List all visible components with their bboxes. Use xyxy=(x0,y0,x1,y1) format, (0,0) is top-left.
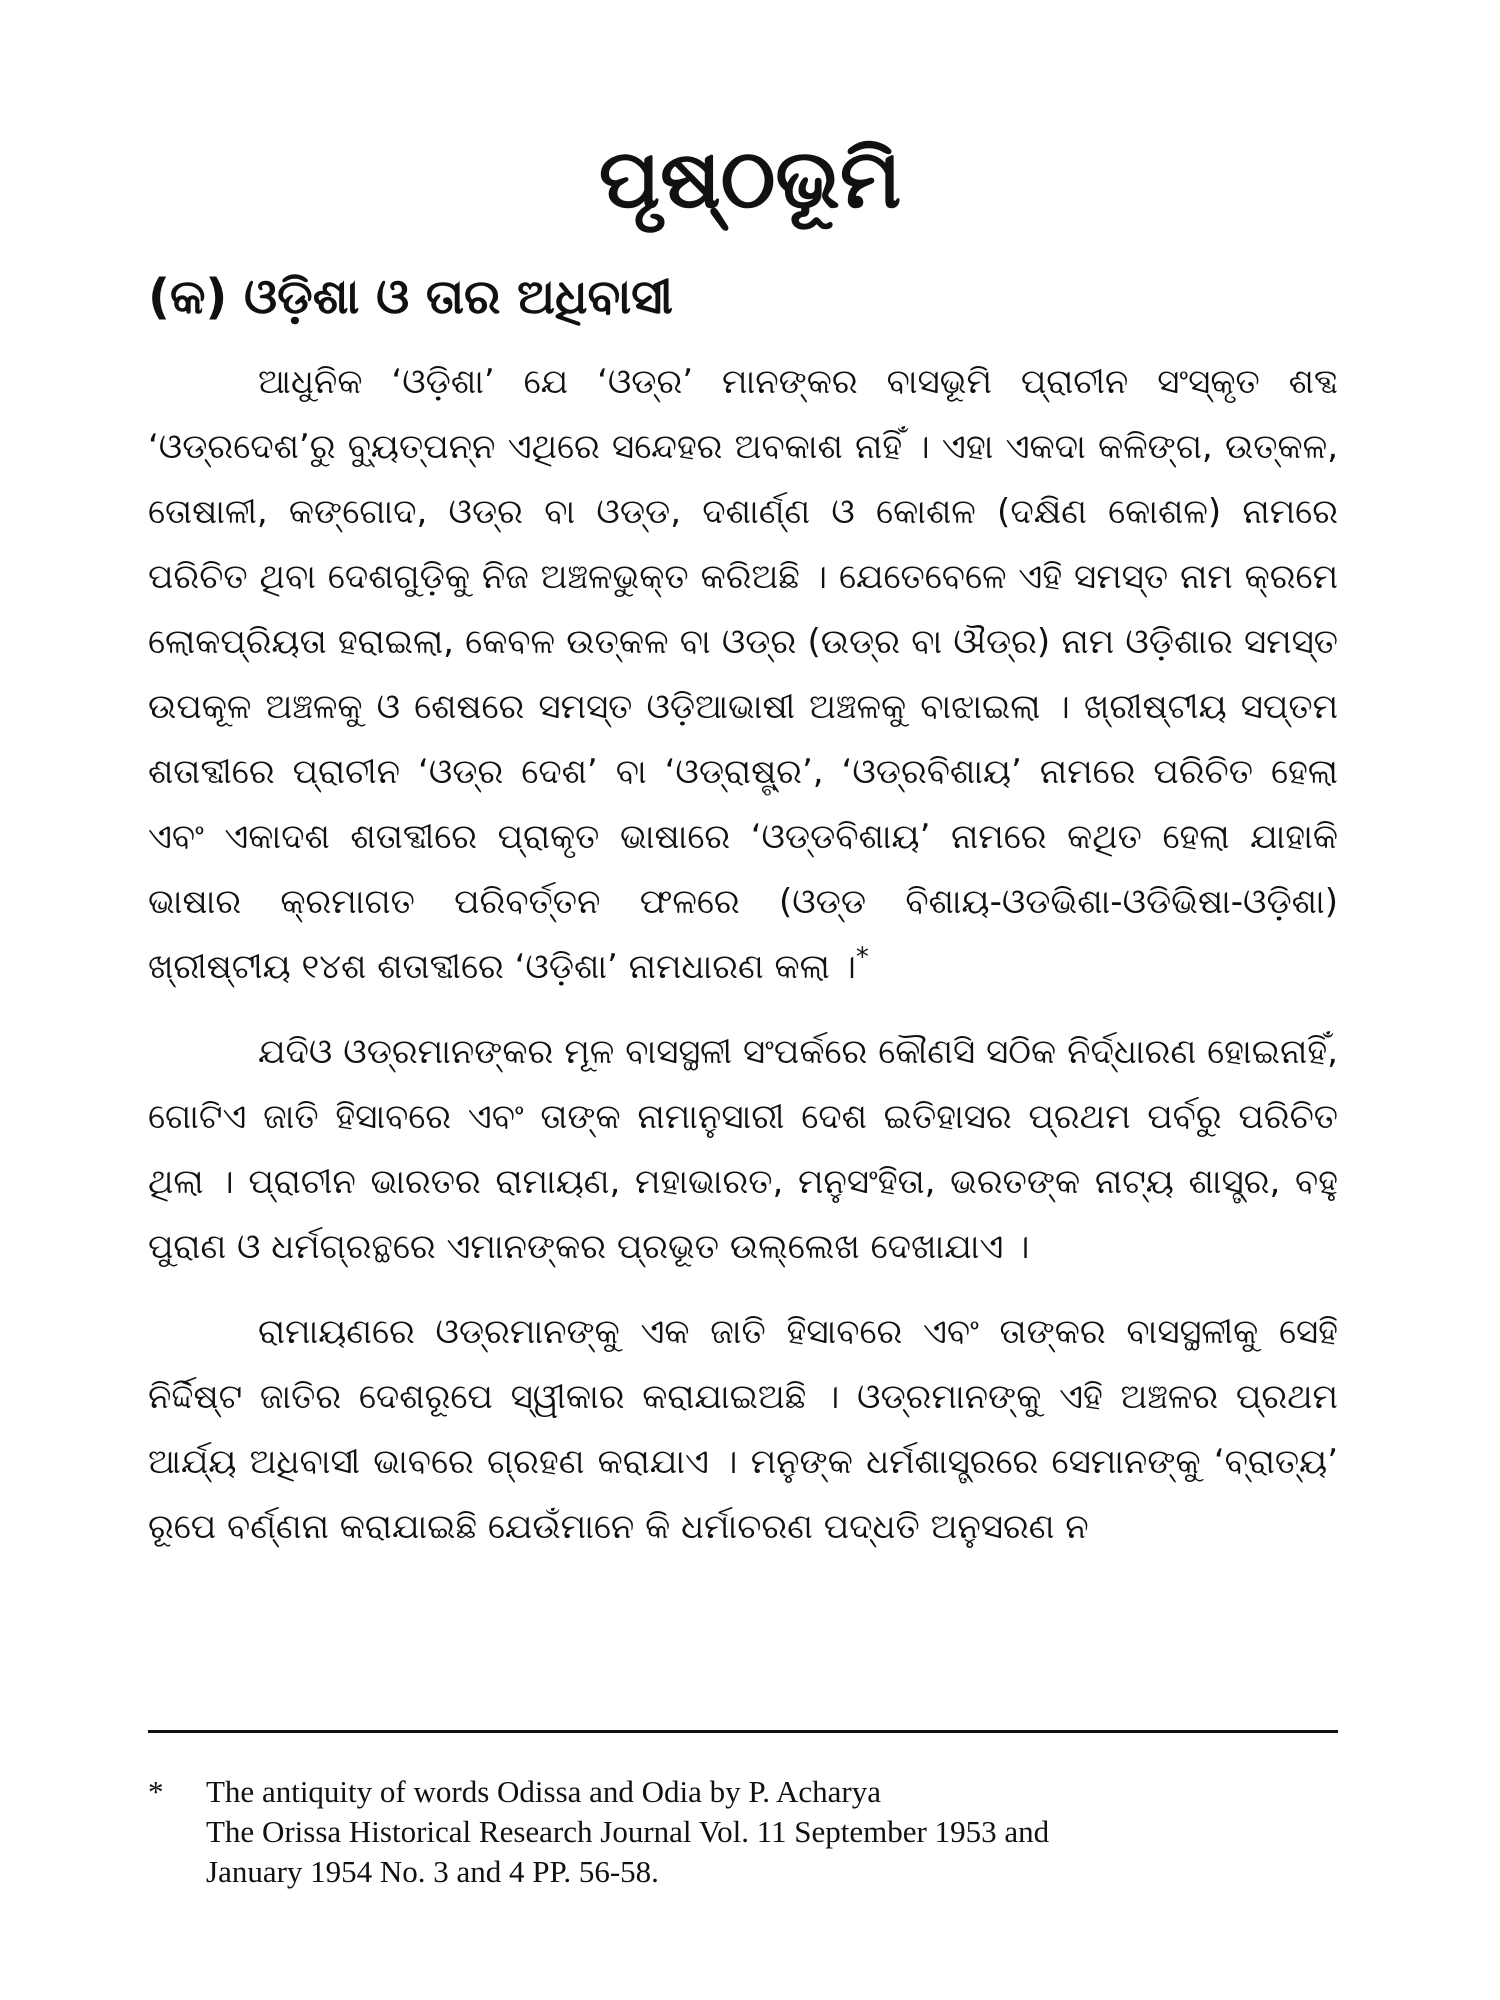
footnote-divider xyxy=(148,1730,1338,1733)
footnote-line-2: The Orissa Historical Research Journal Vol. 11 September 1953 and xyxy=(206,1814,1050,1849)
footnote-citation xyxy=(206,1772,1338,1892)
footnote-line-1: The antiquity of words Odissa and Odia by P. Acharya xyxy=(206,1774,881,1809)
footnote-symbol: * xyxy=(148,1774,164,1809)
footnote-line-3: January 1954 No. 3 and 4 PP. 56-58. xyxy=(206,1854,659,1889)
paragraph-3-text: ରାମାୟଣରେ ଓଡ୍ରମାନଙ୍କୁ ଏକ ଜାତି ହିସାବରେ ଏବଂ ତାଙ୍କର ବାସସ୍ଥଳୀକୁ ସେହି ନିର୍ଦ୍ଦିଷ୍ଟ ଜାତିର ଦେଶରୂପେ ସ୍ୱୀକାର କରାଯାଇଅଛି । ଓଡ୍ରମାନଙ୍କୁ ଏହି ଅଞ୍ଚଳର ପ୍ରଥମ ଆର୍ଯ୍ୟ ଅଧିବାସୀ ଭାବରେ ଗ୍ରହଣ କରାଯାଏ । ମନୁଙ୍କ ଧର୍ମଶାସ୍ତ୍ରରେ ସେମାନଙ୍କୁ ‘ବ୍ରାତ୍ୟ’ ରୂପେ ବର୍ଣ୍ଣନା କରାଯାଇଛି ଯେଉଁମାନେ କି ଧର୍ମାଚରଣ ପଦ୍ଧତି ଅନୁସରଣ ନ xyxy=(148,1312,1338,1547)
section-heading: (କ) ଓଡ଼ିଶା ଓ ତାର ଅଧିବାସୀ xyxy=(148,269,673,325)
paragraph-1 xyxy=(148,350,1338,1000)
page-title: ପୃଷ୍ଠଭୂମି xyxy=(598,132,902,227)
footnote xyxy=(148,1772,1338,1892)
paragraph-3 xyxy=(148,1300,1338,1560)
paragraph-2-text: ଯଦିଓ ଓଡ୍ରମାନଙ୍କର ମୂଳ ବାସସ୍ଥଳୀ ସଂପର୍କରେ କୌଣସି ସଠିକ ନିର୍ଦ୍ଧାରଣ ହୋଇନାହିଁ, ଗୋଟିଏ ଜାତି ହିସାବରେ ଏବଂ ତାଙ୍କ ନାମାନୁସାରୀ ଦେଶ ଇତିହାସର ପ୍ରଥମ ପର୍ବରୁ ପରିଚିତ ଥିଲା । ପ୍ରାଚୀନ ଭାରତର ରାମାୟଣ, ମହାଭାରତ, ମନୁସଂହିତା, ଭରତଙ୍କ ନାଟ୍ୟ ଶାସ୍ତ୍ର, ବହୁ ପୁରାଣ ଓ ଧର୍ମଗ୍ରନ୍ଥରେ ଏମାନଙ୍କର ପ୍ରଭୂତ ଉଲ୍ଲେଖ ଦେଖାଯାଏ । xyxy=(148,1032,1338,1267)
paragraph-1-text: ଆଧୁନିକ ‘ଓଡ଼ିଶା’ ଯେ ‘ଓଡ୍ର’ ମାନଙ୍କର ବାସଭୂମି ପ୍ରାଚୀନ ସଂସ୍କୃତ ଶବ୍ଦ ‘ଓଡ୍ରଦେଶ’ରୁ ବ୍ୟୁତ୍ପନ୍ନ ଏଥିରେ ସନ୍ଦେହର ଅବକାଶ ନାହିଁ । ଏହା ଏକଦା କଳିଙ୍ଗ, ଉତ୍କଳ, ତୋଷାଳୀ, କଙ୍ଗୋଦ, ଓଡ୍ର ବା ଓଡ୍ଡ, ଦଶାର୍ଣ୍ଣ ଓ କୋଶଳ (ଦକ୍ଷିଣ କୋଶଳ) ନାମରେ ପରିଚିତ ଥିବା ଦେଶଗୁଡ଼ିକୁ ନିଜ ଅଞ୍ଚଳଭୁକ୍ତ କରିଅଛି । ଯେତେବେଳେ ଏହି ସମସ୍ତ ନାମ କ୍ରମେ ଲୋକପ୍ରିୟତା ହରାଇଲା, କେବଳ ଉତ୍କଳ ବା ଓଡ୍ର (ଉଡ୍ର ବା ଔଡ୍ର) ନାମ ଓଡ଼ିଶାର ସମସ୍ତ ଉପକୂଳ ଅଞ୍ଚଳକୁ ଓ ଶେଷରେ ସମସ୍ତ ଓଡ଼ିଆଭାଷୀ ଅଞ୍ଚଳକୁ ବାଝାଇଲା । ଖ୍ରୀଷ୍ଟୀୟ ସପ୍ତମ ଶତାବ୍ଦୀରେ ପ୍ରାଚୀନ ‘ଓଡ୍ର ଦେଶ’ ବା ‘ଓଡ୍ରାଷ୍ଟ୍ର’, ‘ଓଡ୍ରବିଶାୟ’ ନାମରେ ପରିଚିତ ହେଲା ଏବଂ ଏକାଦଶ ଶତାବ୍ଦୀରେ ପ୍ରାକୃତ ଭାଷାରେ ‘ଓଡ୍ଡବିଶାୟ’ ନାମରେ କଥିତ ହେଲା ଯାହାକି ଭାଷାର କ୍ରମାଗତ ପରିବର୍ତ୍ତନ ଫଳରେ (ଓଡ୍ଡ ବିଶାୟ-ଓଡଭିଶା-ଓଡିଭିଷା-ଓଡ଼ିଶା) ଖ୍ରୀଷ୍ଟୀୟ ୧୪ଶ ଶତାବ୍ଦୀରେ ‘ଓଡ଼ିଶା’ ନାମଧାରଣ କଲା । xyxy=(148,362,1338,987)
footnote-reference-mark: * xyxy=(855,942,869,973)
paragraph-2 xyxy=(148,1020,1338,1280)
body-text xyxy=(148,350,1338,1580)
